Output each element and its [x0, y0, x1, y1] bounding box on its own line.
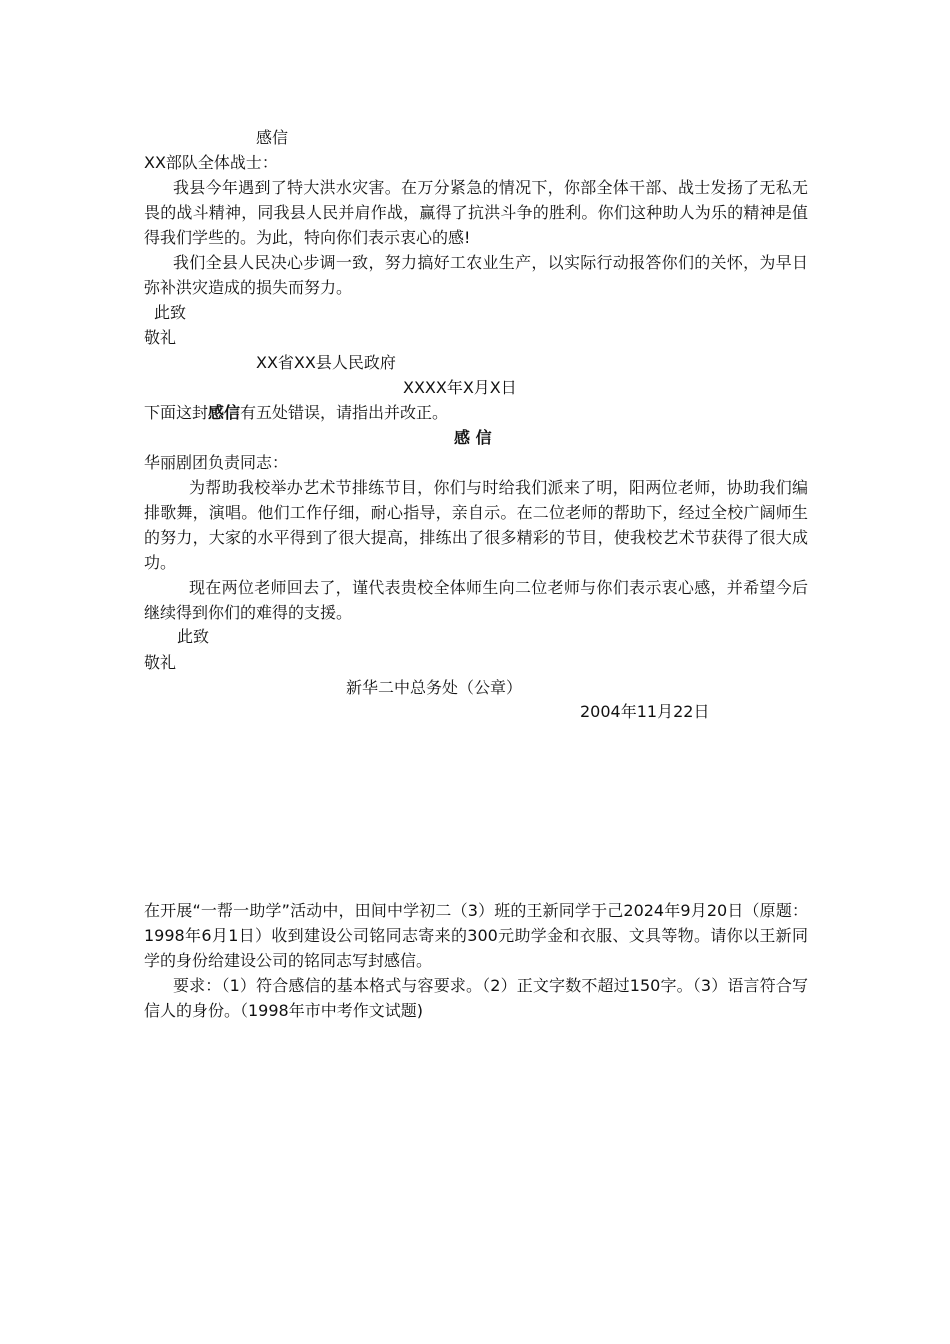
exercise-letter-title: 感 信 — [454, 428, 492, 447]
letter1-signature: XX省XX县人民政府 — [256, 353, 396, 372]
exercise-closing-cizhi: 此致 — [177, 627, 210, 646]
exercise-closing-jingli: 敬礼 — [144, 653, 177, 672]
exercise-date: 2004年11月22日 — [580, 702, 710, 721]
letter1-closing-cizhi: 此致 — [154, 303, 187, 322]
exercise-signature: 新华二中总务处（公章） — [346, 678, 523, 697]
letter1-body-paragraph-1: 我县今年遇到了特大洪水灾害。在万分紧急的情况下，你部全体干部、战士发扬了无私无畏的战斗精神，同我县人民并肩作战，赢得了抗洪斗争的胜利。你们这种助人为乐的精神是值得我们学些的。为此，特向你们表示衷心的感! — [144, 178, 808, 247]
exercise-prompt — [144, 400, 448, 425]
letter1-date: XXXX年X月X日 — [403, 378, 517, 397]
letter1-salutation: XX部队全体战士： — [144, 153, 278, 172]
task-requirements: 要求：（1）符合感信的基本格式与容要求。（2）正文字数不超过150字。（3）语言符合写信人的身份。（1998年市中考作文试题) — [144, 976, 808, 1020]
exercise-body-paragraph-2: 现在两位老师回去了，谨代表贵校全体师生向二位老师与你们表示衷心感，并希望今后继续得到你们的难得的支援。 — [144, 578, 808, 622]
letter1-body-paragraph-2: 我们全县人民决心步调一致，努力搞好工农业生产，以实际行动报答你们的关怀，为早日弥补洪灾造成的损失而努力。 — [144, 253, 808, 297]
exercise-salutation: 华丽剧团负责同志： — [144, 453, 289, 472]
exercise-prompt-suffix: 有五处错误，请指出并改正。 — [240, 403, 449, 422]
letter1-closing-jingli: 敬礼 — [144, 328, 177, 347]
exercise-prompt-bold: 感信 — [208, 403, 241, 422]
exercise-prompt-prefix: 下面这封 — [144, 403, 209, 422]
letter1-title: 感信 — [256, 128, 289, 147]
exercise-body-paragraph-1: 为帮助我校举办艺术节排练节目，你们与时给我们派来了明，阳两位老师，协助我们编排歌舞，演唱。他们工作仔细，耐心指导，亲自示。在二位老师的帮助下，经过全校广阔师生的努力，大家的水平得到了很大提高，排练出了很多精彩的节目，使我校艺术节获得了很大成功。 — [144, 478, 808, 572]
task-paragraph: 在开展“一帮一助学”活动中，田间中学初二（3）班的王新同学于己2024年9月20日（原题： 1998年6月1日）收到建设公司铭同志寄来的300元助学金和衣服、文具等物。请你以王新同学的身份给建设公司的铭同志写封感信。 — [144, 901, 808, 970]
